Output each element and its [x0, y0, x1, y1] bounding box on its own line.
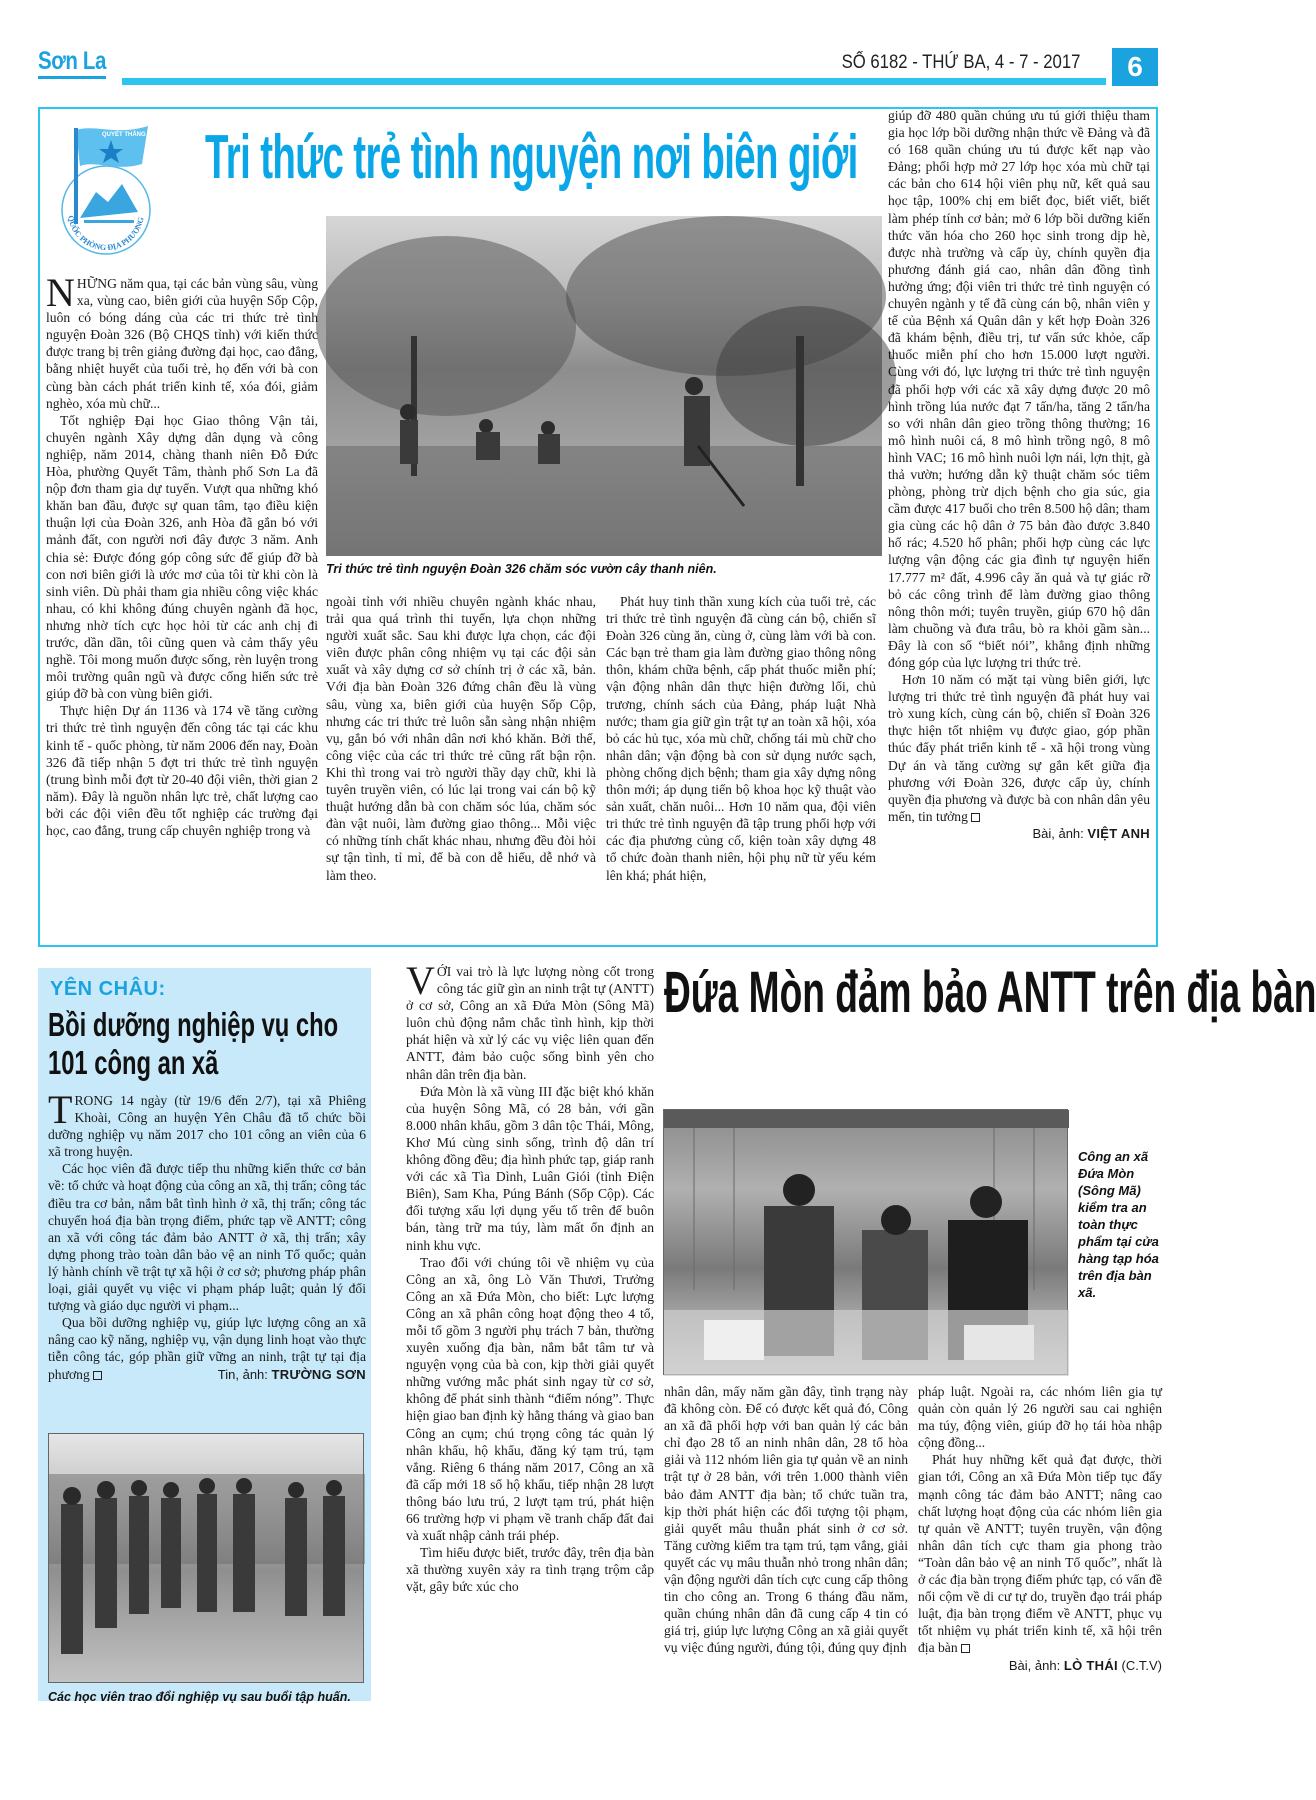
article1-paragraph [46, 270, 318, 412]
emblem-top-text: QUYẾT THẮNG [102, 132, 146, 138]
paragraph-text: Hơn 10 năm có mặt tại vùng biên giới, lực lượng tri thức trẻ tình nguyện đã phát huy vai trò xung kích, cùng cán bộ, chiến sĩ Đoàn 326 thực hiện tốt nhiệm vụ được giao, góp phần thúc đẩy phát triển kinh tế - xã hội trong vùng Dự án và tăng cường sự gắn kết giữa địa phương với Đoàn 326, được cấp ủy, chính quyền địa phương và được bà con nhân dân yêu mến, tin tưởng [888, 672, 1150, 824]
sidebar-photo-training [48, 1433, 364, 1683]
article-headline: Tri thức trẻ tình nguyện nơi biên giới [205, 123, 858, 192]
article2-body [48, 1087, 366, 1383]
byline-author: VIỆT ANH [1087, 825, 1150, 841]
dropcap: V [406, 958, 435, 1003]
article1-byline [888, 825, 1150, 842]
byline-prefix: Bài, ảnh: [1008, 1657, 1061, 1673]
issue-date: SỐ 6182 - THỨ BA, 4 - 7 - 2017 [841, 52, 1080, 73]
byline-author: LÒ THÁI [1063, 1657, 1118, 1673]
photo-caption-inspection: Công an xã Đứa Mòn (Sông Mã) kiểm tra an toàn thực phẩm tại cửa hàng tạp hóa trên địa bàn xã. [1078, 1149, 1159, 1300]
photo-garden-image [326, 216, 882, 556]
byline-suffix: (C.T.V) [1121, 1657, 1162, 1673]
article3-photo-inspection [663, 1109, 1068, 1375]
emblem-logo [56, 122, 156, 260]
emblem-ring-text: QUỐC PHÒNG ĐỊA PHƯƠNG [66, 214, 146, 253]
paragraph-text: HỮNG năm qua, tại các bản vùng sâu, vùng xa, vùng cao, biên giới của huyện Sốp Cộp, luôn có bóng dáng của các tri thức trẻ tình nguyện Đoàn 326 (Bộ CHQS tỉnh) với kiến thức được trang bị trên giảng đường đại học, cao đẳng, bằng nhiệt huyết của tuổi trẻ, họ đến với bà con cùng bàn cách phát triển kinh tế, xóa đói, giảm nghèo, xóa mù chữ... [46, 276, 318, 411]
photo-caption-garden: Tri thức trẻ tình nguyện Đoàn 326 chăm sóc vườn cây thanh niên. [326, 562, 717, 576]
article1-column-3 [606, 593, 876, 884]
flag-emblem-icon [56, 122, 156, 260]
end-mark-icon [961, 1644, 970, 1653]
article3-paragraph: pháp luật. Ngoài ra, các nhóm liên gia tự quản còn quản lý 26 người sau cai nghiện ma túy, động viên, giúp đỡ họ tái hòa nhập cộng đồng... [918, 1384, 1162, 1451]
article1-paragraph: Thực hiện Dự án 1136 và 174 về tăng cường tri thức trẻ tình nguyện đến công tác tại các khu kinh tế - quốc phòng, từ năm 2006 đến nay, Đoàn 326 đã tiếp nhận 5 đợt tri thức trẻ tình nguyện (trung bình mỗi đợt từ 20-40 đội viên, thời gian 2 năm). Đây là nguồn nhân lực trẻ, chất lượng cao bởi các đội viên đều tốt nghiệp các trường đại học, cao đẳng, trung cấp chuyên nghiệp trong và [46, 703, 318, 838]
article3-paragraph [406, 958, 654, 1083]
article3-column-3 [918, 1383, 1162, 1674]
article1-column-4 [888, 107, 1150, 842]
article1-column-2 [326, 593, 596, 884]
article3-paragraph: nhân dân, mấy năm gần đây, tình trạng này đã không còn. Để có được kết quả đó, Công an xã đã phối hợp với ban quản lý các bản chỉ đạo 28 tổ an ninh nhân dân, 28 tổ hòa giải và 112 nhóm liên gia tự quản về an ninh trật tự ở 28 bản, với trên 1.000 thành viên bảo đảm ANTT địa bàn; tổ chức tuần tra, kịp thời phát hiện các đối tượng tội phạm, giải quyết mâu thuẫn phát sinh ở cơ sở. Tăng cường kiểm tra tạm trú, tạm vắng, giải quyết các vụ mâu thuẫn nhỏ trong nhân dân; vận động người dân tích cực cung cấp thông tin cho công an. Trong 6 tháng đầu năm, quần chúng nhân dân đã cung cấp 4 tin có giá trị, giúp lực lượng Công an xã giải quyết vụ việc đúng người, đúng tội, đúng quy định [664, 1384, 908, 1656]
sidebar-kicker: YÊN CHÂU: [50, 978, 166, 1000]
sidebar-headline: Bồi dưỡng nghiệp vụ cho 101 công an xã [48, 1006, 339, 1081]
paragraph-text: Phát huy những kết quả đạt được, thời gian tới, Công an xã Đứa Mòn tiếp tục đẩy mạnh công tác đảm bảo ANTT; nâng cao chất lượng hoạt động của các nhóm liên gia tự quản về ANTT; tuyên truyền, vận động nhân dân tích cực tham gia phong trào “Toàn dân bảo vệ an ninh Tổ quốc”, nhất là ở các địa bàn trọng điểm phức tạp, có vấn đề nổi cộm về di cư tự do, truyền đạo trái pháp luật, địa bàn trọng điểm về ANTT, phục vụ tốt nhiệm vụ phát triển kinh tế, xã hội trên địa bàn [918, 1452, 1162, 1656]
article1-paragraph: Phát huy tinh thần xung kích của tuổi trẻ, các tri thức trẻ tình nguyện đã cùng cán bộ, chiến sĩ Đoàn 326 cùng ăn, cùng ở, cùng làm với bà con. Các bạn trẻ tham gia làm đường giao thông nông thôn, khám chữa bệnh, cấp phát thuốc miễn phí; vận động nhân dân thực hiện đường lối, chủ trương, chính sách của Đảng, pháp luật Nhà nước; tham gia giữ gìn trật tự an toàn xã hội, xóa bỏ các hủ tục, xóa mù chữ, chống tái mù chữ cho nhân dân; vận động bà con sử dụng nước sạch, phòng chống dịch bệnh; tham gia xây dựng nông thôn mới; áp dụng tiến bộ khoa học kỹ thuật vào sản xuất, chăn nuôi... Hơn 10 năm qua, đội viên tri thức trẻ tình nguyện đã tập trung phối hợp với các địa phương củng cố, kiện toàn xây dựng 48 tổ chức đoàn thanh niên, hội phụ nữ từ yếu kém lên khá; phát hiện, [606, 594, 876, 883]
article3-byline [918, 1657, 1162, 1674]
article1-paragraph: ngoài tỉnh với nhiều chuyên ngành khác nhau, trải qua quá trình thi tuyển, lựa chọn những người xuất sắc. Sau khi được lựa chọn, các đội viên được phân công nhiệm vụ tại các đội sản xuất và xây dựng cơ sở chính trị ở các xã, bản. Với địa bàn Đoàn 326 đứng chân đều là vùng sâu, vùng xa, biên giới của huyện Sốp Cộp, nhưng các tri thức trẻ luôn sẵn sàng nhận nhiệm vụ, gắn bó với nhân dân nơi khó khăn. Bởi thế, công việc của các tri thức trẻ cũng rất bận rộn. Khi thì trong vai trò người thầy dạy chữ, khi là tuyên truyền viên, có lúc lại trong vai cán bộ kỹ thuật hướng dẫn bà con chăm sóc lúa, chăm sóc đàn vật nuôi, làm đường giao thông... Mỗi việc có những tính chất khác nhau, nhưng đều đòi hỏi sự tận tình, tỉ mỉ, để bà con dễ hiểu, dễ nhớ và làm theo. [326, 594, 596, 883]
article-photo-garden [326, 216, 882, 556]
dropcap: N [46, 270, 75, 315]
header-rule [122, 78, 1106, 85]
byline-prefix: Tin, ảnh: [217, 1366, 268, 1382]
paragraph-text: Qua bồi dưỡng nghiệp vụ, giúp lực lượng công an xã nâng cao kỹ năng, nghiệp vụ, vận dụng linh hoạt vào thực tiễn công tác, góp phần giữ vững an ninh, trật tự tại địa phương [48, 1315, 366, 1382]
section-name: Sơn La [38, 46, 106, 79]
article3-paragraph: Trao đổi với chúng tôi về nhiệm vụ của Công an xã, ông Lò Văn Thươi, Trưởng Công an xã Đứa Mòn, cho biết: Lực lượng Công an xã phân công hoạt động theo 4 tổ, mỗi tổ gồm 3 người phụ trách 7 bản, thường xuyên xuống địa bàn, nắm bắt tâm tư và nguyện vọng của bà con, kịp thời giải quyết những vướng mắc phát sinh ngay từ cơ sở, không để phát sinh thành “điểm nóng”. Thực hiện giao ban định kỳ hằng tháng và giao ban Công an cụm; chú trọng công tác quản lý nhân khẩu, hộ khẩu, đăng ký tạm trú, tạm vắng. Riêng 6 tháng năm 2017, Công an xã đã cấp mới 18 sổ hộ khẩu, tiếp nhận 28 lượt thông báo lưu trú, 2 lượt tạm trú, phát hiện 66 trường hợp vi phạm về tranh chấp đất đai và xuất nhập cảnh trái phép. [406, 1254, 654, 1544]
article3-headline: Đứa Mòn đảm bảo ANTT trên địa bàn [664, 960, 1316, 1025]
byline-prefix: Bài, ảnh: [1032, 825, 1084, 841]
article2-paragraph [48, 1087, 366, 1160]
byline-author: TRƯỜNG SƠN [271, 1366, 366, 1382]
photo-training-image [49, 1434, 365, 1684]
photo-caption-training: Các học viên trao đổi nghiệp vụ sau buổi tập huấn. [48, 1690, 351, 1704]
photo-inspection-image [664, 1110, 1069, 1376]
article1-paragraph: Tốt nghiệp Đại học Giao thông Vận tải, chuyên ngành Xây dựng dân dụng và công nghiệp, năm 2014, chàng thanh niên Đỗ Đức Hòa, phường Quyết Tâm, thành phố Sơn La đã nộp đơn tham gia dự tuyển. Vượt qua những khó khăn ban đầu, được sự quan tâm, tạo điều kiện thuận lợi của Đoàn 326, anh Hòa đã gắn bó với mảnh đất, con người nơi đây được 3 năm. Anh chia sẻ: Được đóng góp công sức để giúp đỡ bà con nơi biên giới là ước mơ của tôi từ khi còn là sinh viên. Dù phải tham gia nhiều công việc khác nhau, có khi không đúng chuyên ngành đã học, nhưng nhờ tích cực học hỏi từ các anh chị đi trước, dần dần, tôi cũng quen và cảm thấy yêu nghề. Tôi mong muốn được sống, rèn luyện trong môi trường quân ngũ và được cống hiến sức trẻ giúp đỡ bà con vùng biên giới. [46, 412, 318, 702]
article1-paragraph [888, 671, 1150, 825]
article3-paragraph: Đứa Mòn là xã vùng III đặc biệt khó khăn của huyện Sông Mã, có 28 bản, với gần 8.000 nhân khẩu, gồm 3 dân tộc Thái, Mông, Khơ Mú cùng sinh sống, trình độ dân trí không đồng đều; địa hình phức tạp, giáp ranh với các xã Tìa Dình, Luân Giói (tỉnh Điện Biên), Sam Kha, Púng Bánh (Sốp Cộp). Các đối tượng xấu lợi dụng yếu tố trên để buôn bán, tàng trữ ma túy, làm mất ổn định an ninh khu vực. [406, 1083, 654, 1253]
article2-paragraph: Các học viên đã được tiếp thu những kiến thức cơ bản về: tổ chức và hoạt động của công an xã, thị trấn; công tác điều tra cơ bản, nắm bắt tình hình ở xã, thị trấn; công tác chuyển hoá địa bàn trọng điểm, phức tạp về ANTT; công an xã với công tác đảm bảo ANTT ở xã, thị trấn; xây dựng phong trào toàn dân bảo vệ an ninh Tổ quốc; quản lý hành chính về trật tự xã hội ở cơ sở; phương pháp phân loại, giải quyết vụ việc vi phạm pháp luật; quản lý đối tượng và giáo dục người vi phạm... [48, 1161, 366, 1314]
dropcap: T [48, 1087, 73, 1132]
article3-column-1 [406, 958, 654, 1595]
article3-paragraph [918, 1451, 1162, 1656]
paragraph-text: ỚI vai trò là lực lượng nòng cốt trong công tác giữ gìn an ninh trật tự (ANTT) ở cơ sở, Công an xã Đứa Mòn (Sông Mã) luôn chủ động nắm chắc tình hình, kịp thời phát hiện và xử lý các vụ việc liên quan đến ANTT, đảm bảo cuộc sống bình yên cho nhân dân trên địa bàn. [406, 964, 654, 1082]
article3-column-2 [664, 1383, 908, 1657]
paragraph-text: RONG 14 ngày (từ 19/6 đến 2/7), tại xã Phiêng Khoài, Công an huyện Yên Châu đã tổ chức bồi dưỡng nghiệp vụ năm 2017 cho 101 công an viên của 6 xã trong huyện. [48, 1093, 366, 1160]
article3-paragraph: Tìm hiểu được biết, trước đây, trên địa bàn xã thường xuyên xảy ra tình trạng trộm cắp vặt, gây bức xúc cho [406, 1545, 654, 1595]
end-mark-icon [93, 1371, 102, 1380]
article1-column-1 [46, 270, 318, 839]
article1-paragraph: giúp đỡ 480 quần chúng ưu tú giới thiệu tham gia học lớp bồi dưỡng nhận thức về Đảng và đã có 168 quần chúng ưu tú được kết nạp vào Đảng; phối hợp mở 27 lớp học xóa mù chữ tại các bản cho 614 hội viên phụ nữ, kết quả sau học tập, 100% chị em biết đọc, biết viết, biết làm phép tính cơ bản; mở 6 lớp bồi dưỡng kiến thức văn hóa cho 260 học sinh trong dịp hè, được nhà trường và cấp ủy, chính quyền địa phương đánh giá cao, nhân dân đồng tình hưởng ứng; đội viên tri thức trẻ tình nguyện có chuyên ngành y tế đã cùng cán bộ, nhân viên y tế của Bệnh xá Quân dân y kết hợp Đoàn 326 đã khám bệnh, điều trị, tư vấn sức khỏe, cấp thuốc miễn phí cho hơn 15.000 lượt người. Cùng với đó, lực lượng tri thức trẻ tình nguyện đã phối hợp với các xã xây dựng được 20 mô hình trồng lúa nước đạt 7 tấn/ha, tăng 2 tấn/ha so với nhân dân gieo trồng thông thường; 16 mô hình nuôi cá, 8 mô hình trồng ngô, 8 mô hình VAC; 16 mô hình nuôi lợn nái, lợn thịt, gà thả vườn; hướng dẫn kỹ thuật chăm sóc tiêm phòng, phòng trừ dịch bệnh cho gia súc, gia cầm được 417 buổi cho trên 8.500 hộ dân; tham gia cùng các hộ dân ở 75 bản đào được 3.840 hố rác; 4.520 hố phân; phối hợp cùng các lực lượng vận động các gia đình tự nguyện hiến 17.777 m² đất, 4.996 cây ăn quả và tự giác rỡ bỏ các công trình để làm đường giao thông nông thôn mới; tuyên truyền, giúp 670 hộ dân làm chuồng và đưa trâu, bò ra khỏi gầm sàn... Đây là con số “biết nói”, khẳng định những đóng góp của lực lượng tri thức trẻ. [888, 108, 1150, 670]
end-mark-icon [971, 813, 980, 822]
page-number: 6 [1112, 48, 1158, 86]
